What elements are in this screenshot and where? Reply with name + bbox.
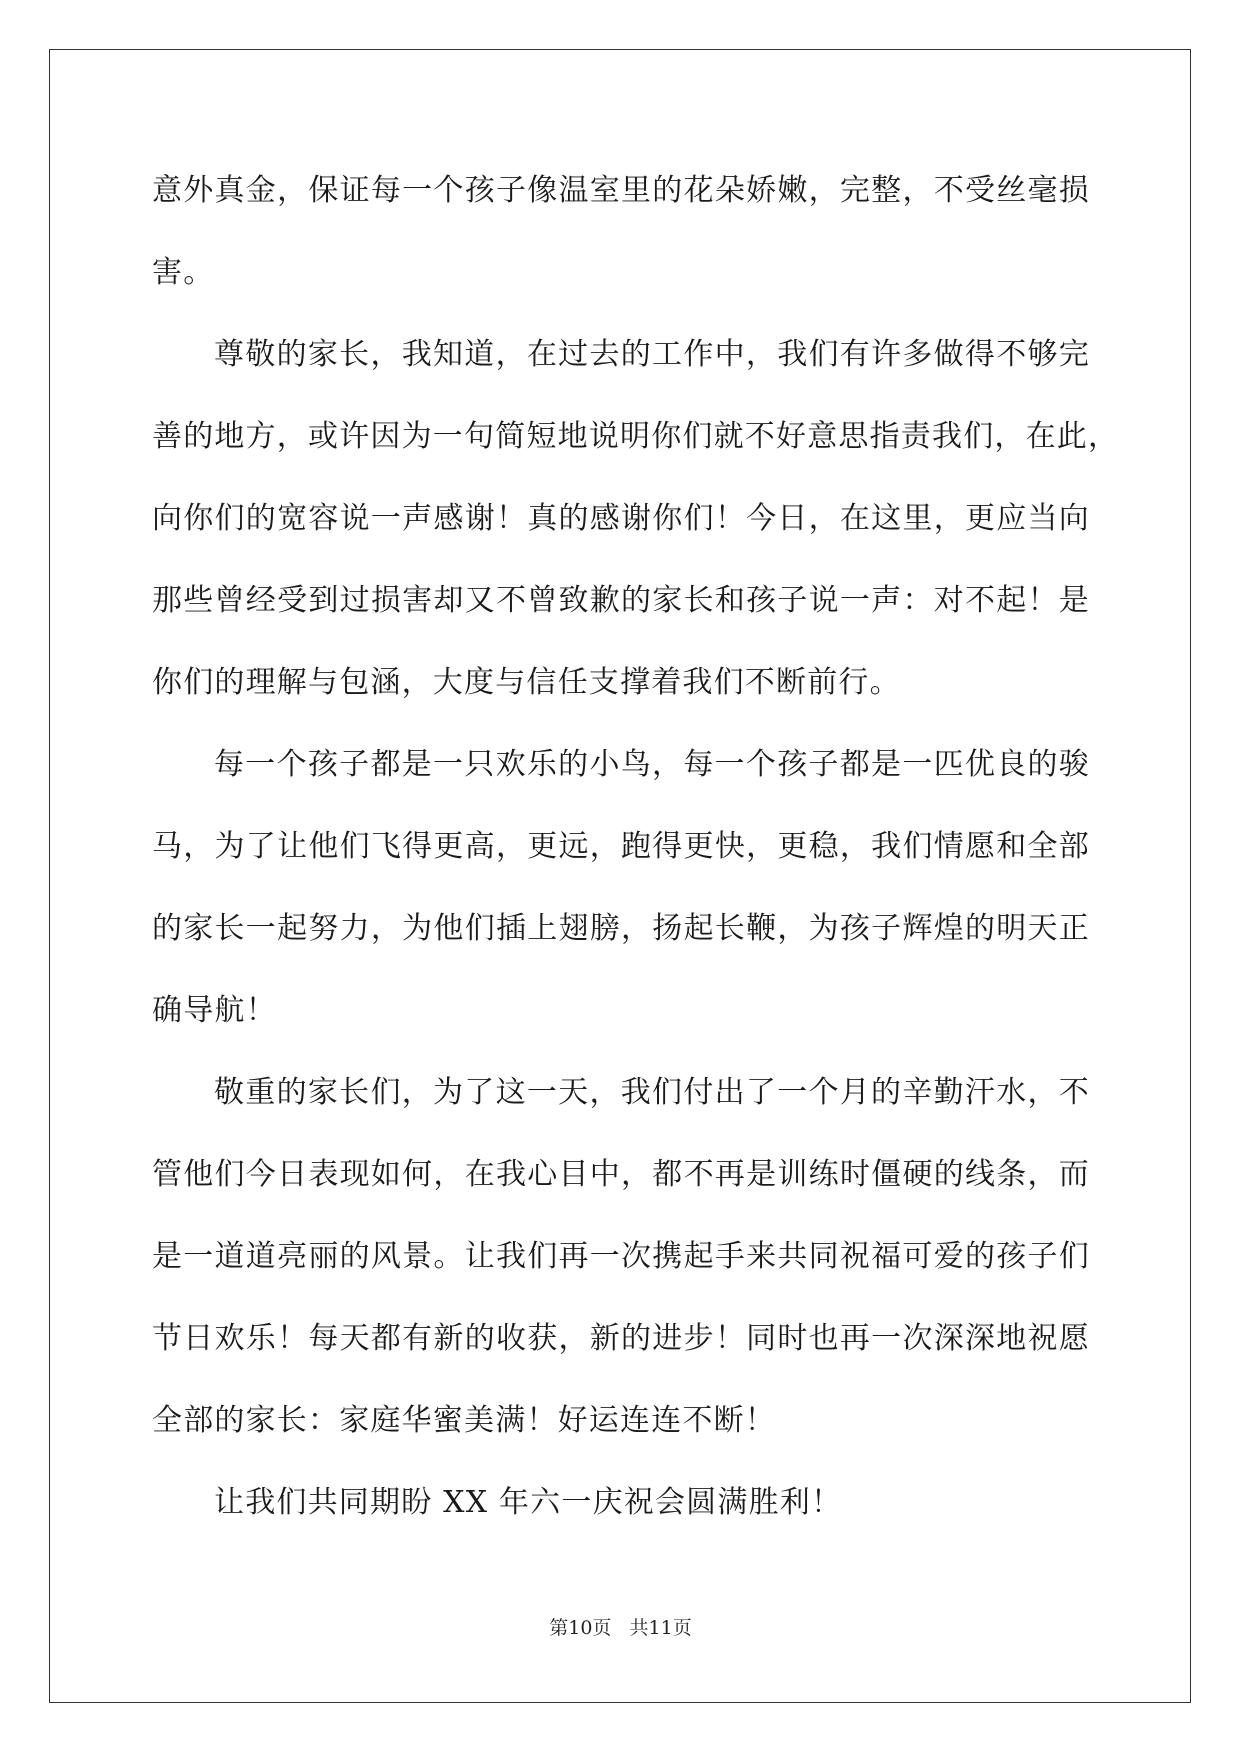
text-line: 确导航！ [152,993,277,1028]
text-line: 那些曾经受到过损害却又不曾致歉的家长和孩子说一声：对不起！是 [152,583,1090,618]
paragraph-first-line: 敬重的家长们，为了这一天，我们付出了一个月的辛勤汗水，不 [214,1075,1090,1110]
page-footer: 第10页 共11页 [549,1617,692,1639]
text-line: 害。 [152,255,215,290]
text-line: 善的地方，或许因为一句简短地说明你们就不好意思指责我们，在此， [152,419,1120,454]
text-line: 向你们的宽容说一声感谢！真的感谢你们！今日，在这里，更应当向 [152,501,1090,536]
document-body [152,161,1120,1555]
text-line: 的家长一起努力，为他们插上翅膀，扬起长鞭，为孩子辉煌的明天正 [152,911,1090,946]
paragraph-first-line: 每一个孩子都是一只欢乐的小鸟，每一个孩子都是一匹优良的骏 [214,747,1090,782]
text-line: 是一道道亮丽的风景。让我们再一次携起手来共同祝福可爱的孩子们 [152,1239,1090,1274]
text-line: 全部的家长：家庭华蜜美满！好运连连不断！ [152,1403,776,1438]
paragraph-first-line: 尊敬的家长，我知道，在过去的工作中，我们有许多做得不够完 [214,337,1090,372]
text-line: 意外真金，保证每一个孩子像温室里的花朵娇嫩，完整，不受丝毫损 [152,173,1090,208]
text-line: 你们的理解与包涵，大度与信任支撑着我们不断前行。 [152,665,901,700]
paragraph-first-line: 让我们共同期盼 XX 年六一庆祝会圆满胜利！ [214,1485,843,1520]
text-line: 马，为了让他们飞得更高，更远，跑得更快，更稳，我们情愿和全部 [152,829,1090,864]
text-line: 节日欢乐！每天都有新的收获，新的进步！同时也再一次深深地祝愿 [152,1321,1090,1356]
text-line: 管他们今日表现如何，在我心目中，都不再是训练时僵硬的线条，而 [152,1157,1090,1192]
